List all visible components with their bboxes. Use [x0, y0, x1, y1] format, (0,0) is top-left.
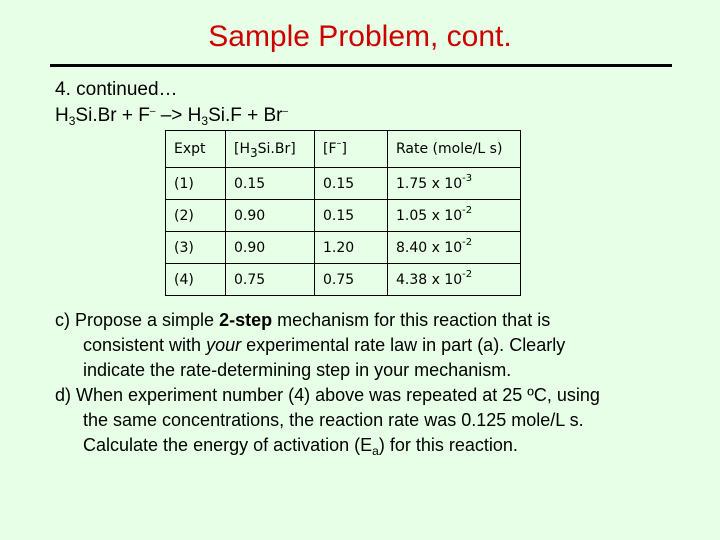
table-header-row [166, 131, 521, 168]
question-part-c [55, 308, 685, 383]
rate-data-table [165, 130, 521, 296]
problem-continued-line: 4. continued… [55, 79, 178, 100]
cell-fluoride: 0.15 [315, 168, 388, 200]
cell-rate: 1.75 x $10^{-3}$ [388, 168, 521, 200]
table-row [166, 200, 521, 232]
reaction-equation: $H_3Si.Br + F^- -> H_3Si.F + Br^-$ [55, 105, 289, 128]
cell-fluoride: 1.20 [315, 232, 388, 264]
cell-rate: 8.40 x $10^{-2}$ [388, 232, 521, 264]
question-part-d [55, 383, 685, 458]
cell-rate: 1.05 x $10^{-2}$ [388, 200, 521, 232]
part-c-line-1: c) Propose a simple 2-step mechanism for this reaction that is [55, 310, 551, 330]
header-silyl-bromide-conc: $[H_3Si.Br]$ [226, 131, 315, 168]
cell-fluoride: 0.75 [315, 264, 388, 296]
slide-title: Sample Problem, cont. [208, 20, 512, 53]
cell-expt: (2) [166, 200, 226, 232]
cell-silyl-bromide: 0.15 [226, 168, 315, 200]
part-d-line-2: the same concentrations, the reaction rate was 0.125 mole/L s. [83, 410, 584, 430]
table-row [166, 232, 521, 264]
title-divider [50, 64, 672, 67]
cell-expt: (4) [166, 264, 226, 296]
part-c-line-2: consistent with your experimental rate law in part (a). Clearly [83, 335, 566, 355]
cell-rate: 4.38 x $10^{-2}$ [388, 264, 521, 296]
header-fluoride-conc: [F–] [315, 131, 388, 168]
header-expt: Expt [166, 131, 226, 168]
cell-silyl-bromide: 0.90 [226, 232, 315, 264]
cell-expt: (1) [166, 168, 226, 200]
cell-silyl-bromide: 0.90 [226, 200, 315, 232]
header-rate: Rate (mole/L s) [388, 131, 521, 168]
cell-fluoride: 0.15 [315, 200, 388, 232]
table-row [166, 264, 521, 296]
table-row [166, 168, 521, 200]
cell-silyl-bromide: 0.75 [226, 264, 315, 296]
part-d-line-1: d) When experiment number (4) above was repeated at 25 ºC, using [55, 385, 600, 405]
part-c-line-3: indicate the rate-determining step in your mechanism. [83, 360, 512, 380]
cell-expt: (3) [166, 232, 226, 264]
part-d-line-3: Calculate the energy of activation $(E_a)$ for this reaction. [83, 435, 518, 458]
